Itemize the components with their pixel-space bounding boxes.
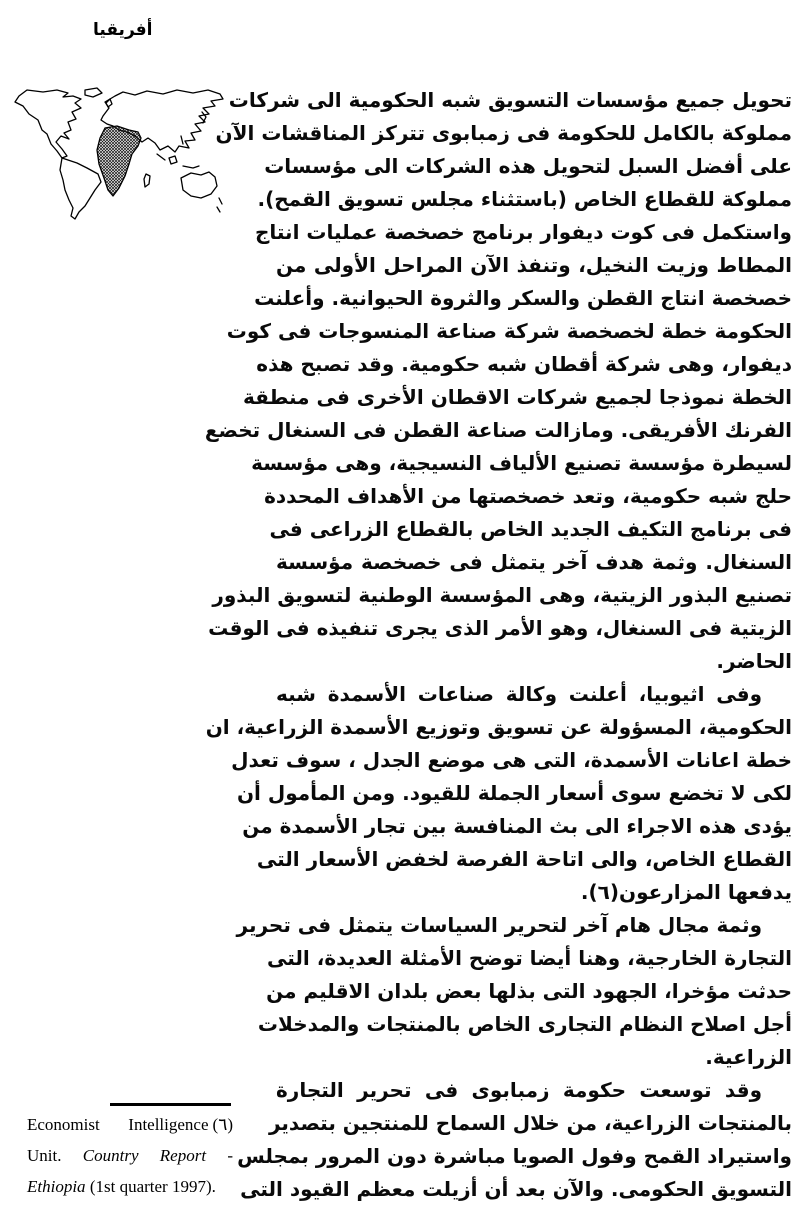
text-line: تحويل جميع مؤسسات التسويق شبه الحكومية الى شركات [228,88,792,112]
text-line: خصخصة انتاج القطن والسكر والثروة الحيوانية. وأعلنت [254,286,792,310]
footnote-part: (1st quarter 1997). [85,1177,216,1196]
text-line: فى برنامج التكيف الجديد الخاص بالقطاع الزراعى فى [269,517,792,541]
world-map-africa-shaded-icon [5,86,228,227]
text-line: الزراعية. [705,1045,792,1069]
madagascar-outline [144,174,150,187]
text-line: وفى اثيوبيا، أعلنت وكالة صناعات الأسمدة شبه [276,682,762,706]
paragraph [237,1074,792,1206]
text-line: الحاضر. [716,649,792,673]
footnote-separator [110,1103,231,1106]
text-line: التسويق الحكومى. والآن بعد أن أزيلت معظم القيود التى [240,1177,792,1201]
text-line: المطاط وزيت النخيل، وتنفذ الآن المراحل الأولى من [276,253,792,277]
page-title: أفريقيا [93,20,153,40]
text-line: الزيتية فى السنغال، وهو الأمر الذى يجرى تنفيذه فى الوقت [208,616,792,640]
article-column [204,84,792,1206]
text-line: الحكومية، المسؤولة عن تسويق وتوزيع الأسمدة الزراعية، ان [205,715,792,739]
greenland-outline [85,88,102,97]
borneo-outline [169,156,177,164]
paragraph [236,909,792,1074]
text-line: الحكومة خطة لخصخصة شركة صناعة المنسوجات فى كوت [226,319,792,343]
text-line: بالمنتجات الزراعية، من خلال السماح للمنتجين بتصدير [268,1111,792,1135]
text-line: لكى لا تخضع سوى أسعار الجملة للقيود. ومن المأمول أن [236,781,792,805]
footnote-part: Economist Intelligence Unit. [27,1115,209,1165]
text-line: وقد توسعت حكومة زمبابوى فى تحرير التجارة [276,1078,762,1102]
africa-shaded-region [97,126,141,196]
footnote-marker: (٦) [212,1115,233,1134]
new-zealand-outline [217,198,222,212]
footnote [27,1109,233,1202]
text-line: الخطة نموذجا لجميع شركات الاقطان الأخرى فى منطقة [242,385,792,409]
text-line: السنغال. وثمة هدف آخر يتمثل فى خصخصة مؤسسة [276,550,792,574]
text-line: أجل اصلاح النظام التجارى الخاص بالمنتجات والمدخلات [257,1012,792,1036]
text-line: الفرنك الأفريقى. ومازالت صناعة القطن فى السنغال تخضع [204,418,792,442]
north-america-outline [15,90,81,158]
text-line: على أفضل السبل لتحويل هذه الشركات الى مؤسسات [264,154,792,178]
text-line: يدفعها المزارعون(٦). [580,880,792,904]
paragraph [204,84,792,678]
text-line: واستكمل فى كوت ديفوار برنامج خصخصة عمليات انتاج [254,220,792,244]
new-guinea-outline [183,166,199,168]
footnote-text [27,1115,233,1196]
text-line: وثمة مجال هام آخر لتحرير السياسات يتمثل فى تحرير [236,913,762,937]
south-america-outline [60,158,101,219]
world-map-svg [5,86,228,227]
text-line: يؤدى هذه الاجراء الى بث المنافسة بين تجار الأسمدة من [242,814,792,838]
paragraph [205,678,792,909]
text-line: تصنيع البذور الزيتية، وهى المؤسسة الوطنية لتسويق البذور [212,583,792,607]
text-line: لسيطرة مؤسسة تصنيع الألياف النسيجية، وهى مؤسسة [251,451,792,475]
text-line: القطاع الخاص، والى اتاحة الفرصة لخفض الأسعار التى [256,847,792,871]
footnote-part: Country Report - Ethiopia [27,1146,233,1196]
text-line: خطة اعانات الأسمدة، التى هى موضع الجدل ، سوف تعدل [231,748,792,772]
text-line: مملوكة للقطاع الخاص (باستثناء مجلس تسويق القمح). [257,187,792,211]
text-line: حلج شبه حكومية، وتعد خصخصتها من الأهداف المحددة [264,484,792,508]
japan-outline [202,112,206,123]
text-line: ديفوار، وهى شركة أقطان شبه حكومية. وقد تصبح هذه [256,352,792,376]
text-line: مملوكة بالكامل للحكومة فى زمبابوى تتركز المناقشات الآن [215,121,792,145]
australia-outline [181,172,217,198]
text-line: حدثت مؤخرا، الجهود التى بذلها بعض بلدان الاقليم من [266,979,792,1003]
text-line: التجارة الخارجية، وهنا أيضا توضح الأمثلة العديدة، التى [267,946,792,970]
sumatra-outline [157,154,165,160]
text-line: واستيراد القمح وفول الصويا مباشرة دون المرور بمجلس [237,1144,792,1168]
philippines-outline [181,136,183,144]
